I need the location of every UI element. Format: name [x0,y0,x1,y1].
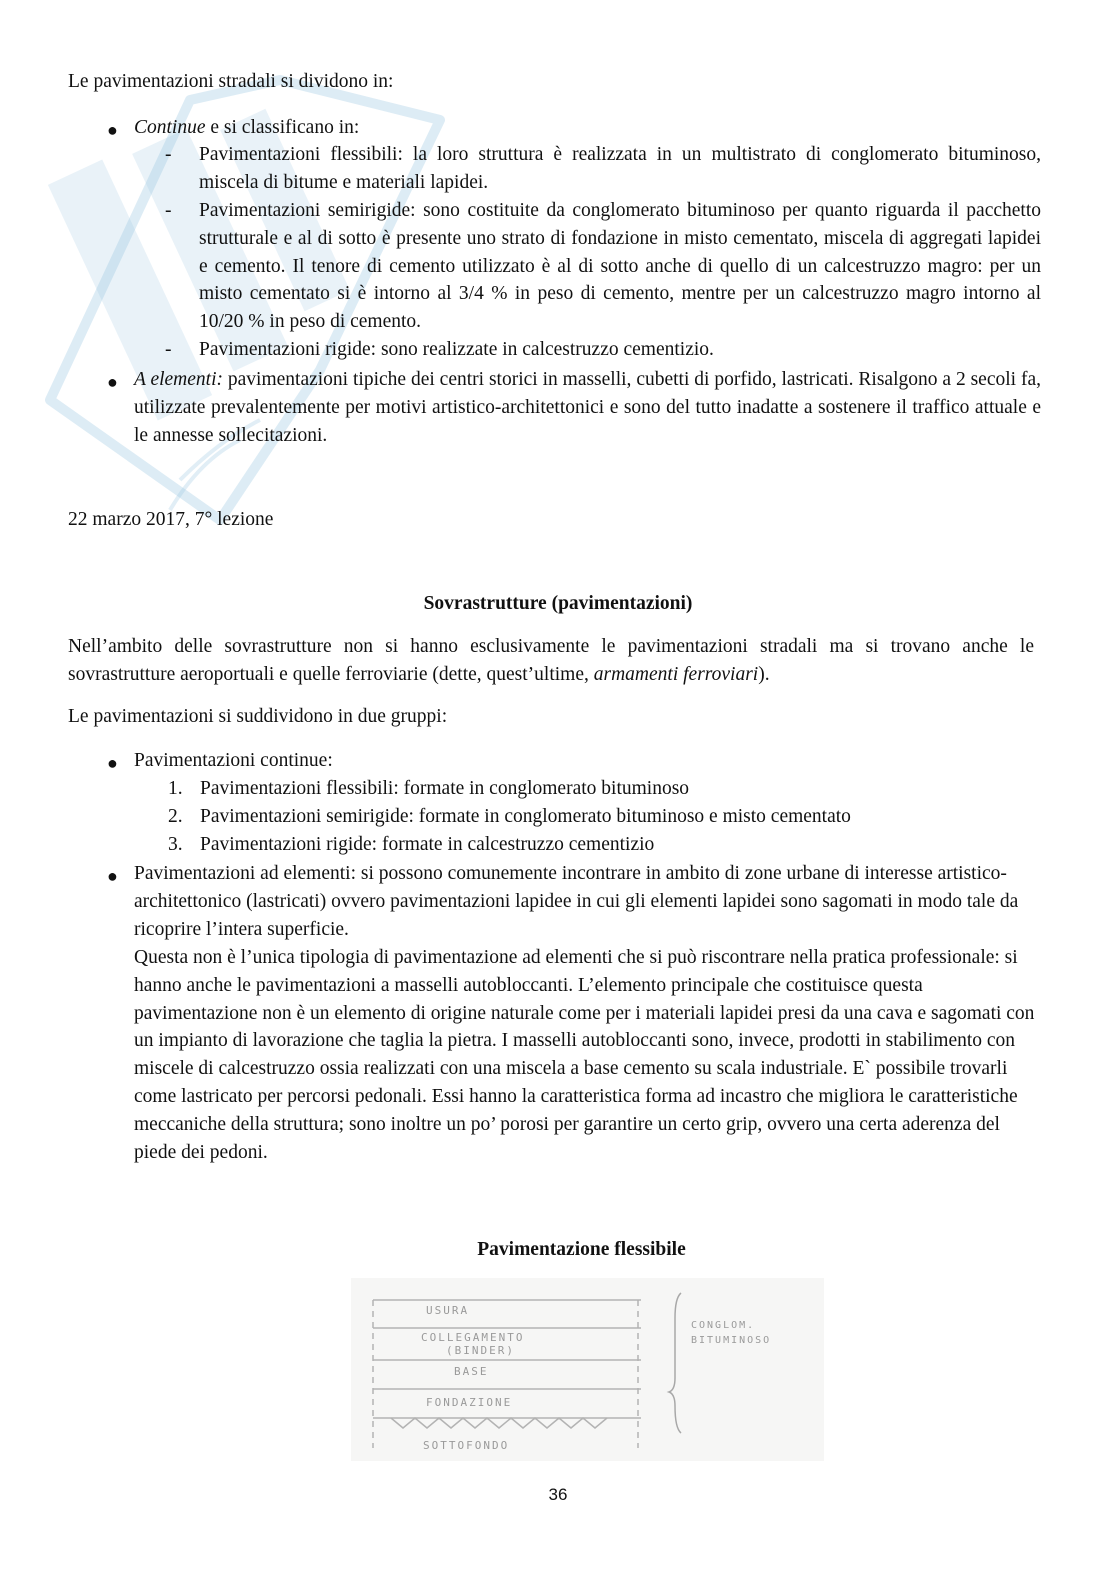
bullet-icon: ● [107,866,118,886]
para1-a: Nell’ambito delle sovrastrutture non si hanno esclusivamente le pavimentazioni stradali ma si trovano anche le sovrastrutture aeroportuali e quelle ferroviarie (dette, quest’ultime, [68,636,1034,685]
brace-label: BITUMINOSO [691,1335,772,1346]
continue-list-heading: Pavimentazioni continue: [134,750,333,771]
brace-label: CONGLOM. [691,1320,756,1331]
list-number: 2. [168,806,183,827]
list-item: Pavimentazioni rigide: formate in calcestruzzo cementizio [200,834,655,855]
continue-rest: e si classificano in: [205,117,360,138]
layer-label: SOTTOFONDO [423,1439,510,1452]
layer-label: COLLEGAMENTO [421,1331,525,1344]
intro-line: Le pavimentazioni stradali si dividono in: [68,71,394,92]
pavement-layers-diagram [351,1278,824,1461]
bullet-icon: ● [107,753,118,773]
section-paragraph-1 [68,633,1034,689]
layer-lines [351,1278,824,1461]
layer-label: BASE [454,1365,489,1378]
continue-heading [134,114,359,142]
page-number: 36 [548,1485,568,1504]
layer-label: USURA [426,1304,470,1317]
bullet-icon: ● [107,372,118,392]
list-number: 3. [168,834,183,855]
elements-section-paragraph-1: Pavimentazioni ad elementi: si possono comunemente incontrare in ambito di zone urbane di interesse artistico-architettonico (lastricati) ovvero pavimentazioni lapidee in cui gli elementi lapidei sono sagomati in modo tale da ricoprire l’intera superficie. [134,863,1019,940]
dash-icon: - [165,339,172,360]
continue-label: Continue [134,117,206,138]
semi-paragraph: Pavimentazioni semirigide: sono costituite da conglomerato bituminoso per quanto riguarda il pacchetto strutturale e al di sotto è presente uno strato di fondazione in misto cementato, miscela di aggregati lapidei e cemento. Il tenore di cemento utilizzato è al di sotto anche di quello di un calcestruzzo magro: per un misto cementato si è intorno al 3/4 % in peso di cemento, mentre per un calcestruzzo magro intorno al 10/20 % in peso di cemento. [199,200,1041,333]
flex-paragraph: Pavimentazioni flessibili: la loro struttura è realizzata in un multistrato di conglomerato bituminoso, miscela di bitume e materiali lapidei. [199,144,1041,193]
section-title: Sovrastrutture (pavimentazioni) [423,593,693,614]
para1-b: ). [758,663,770,685]
layer-label: (BINDER) [446,1344,515,1357]
bullet-icon: ● [107,120,118,140]
lecture-date: 22 marzo 2017, 7° lezione [68,509,274,530]
list-item: Pavimentazioni flessibili: formate in conglomerato bituminoso [200,778,690,799]
layer-label: FONDAZIONE [426,1396,513,1409]
para1-italic: armamenti ferroviari [593,663,759,685]
dash-icon: - [165,144,172,165]
section-paragraph-2: Le pavimentazioni si suddividono in due gruppi: [68,706,448,727]
elements-text: pavimentazioni tipiche dei centri storici in masselli, cubetti di porfido, lastricati. Risalgono a 2 secoli fa, utilizzate prevalentemente per motivi artistico-architettonici e sono del tutto inadatte a sostenere il traffico attuale e le annesse sollecitazioni. [134,369,1041,446]
elements-paragraph [134,366,1041,449]
list-number: 1. [168,778,183,799]
dash-icon: - [165,200,172,221]
list-item: Pavimentazioni semirigide: formate in conglomerato bituminoso e misto cementato [200,806,851,827]
rigid-paragraph: Pavimentazioni rigide: sono realizzate in calcestruzzo cementizio. [199,339,714,360]
elements-label: A elementi: [134,369,223,390]
elements-section-paragraph-2: Questa non è l’unica tipologia di pavimentazione ad elementi che si può riscontrare nella pratica professionale: si hanno anche le pavimentazioni a masselli autobloccanti. L’elemento principale che costituisce questa pavimentazione non è un elemento di origine naturale come per i materiali lapidei presi da una cava e sagomati con un impianto di lavorazione che taglia la pietra. I masselli autobloccanti sono, invece, prodotti in stabilimento con miscele di calcestruzzo ossia realizzati con una miscela a base cemento su scala industriale. E` possibile trovarli come lastricato per percorsi pedonali. Essi hanno la caratteristica forma ad incastro che migliora le caratteristiche meccaniche della struttura; sono inoltre un po’ porosi per garantire un certo grip, ovvero una certa aderenza del piede dei pedoni. [134,947,1035,1163]
figure-title: Pavimentazione flessibile [477,1239,686,1260]
